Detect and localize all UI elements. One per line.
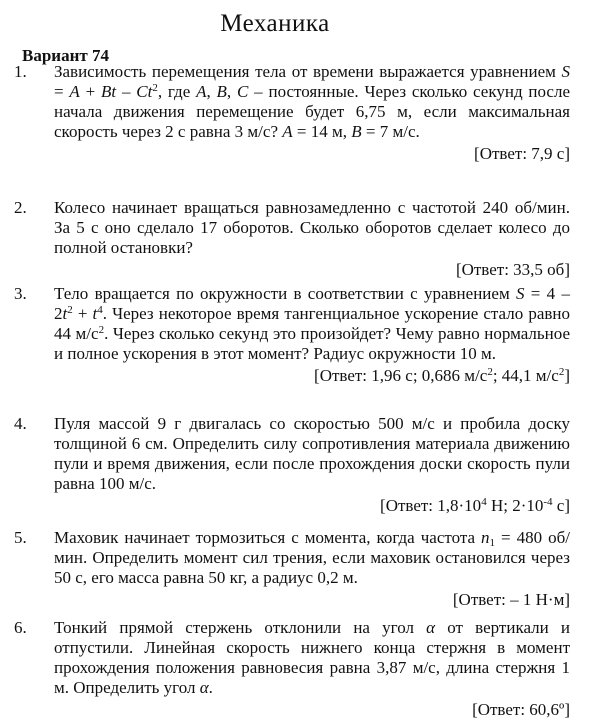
math-variable: α [199, 678, 209, 697]
text-fragment: с] [552, 496, 570, 515]
text-fragment: = 4 – 2 [54, 284, 570, 323]
math-variable: A [196, 82, 207, 101]
task-number: 6. [14, 618, 27, 637]
task-number: 1. [14, 62, 27, 81]
math-variable: Ct [136, 82, 153, 101]
text-fragment: от вертикали и отпустили. Линейная скорость нижнего конца стержня в момент прохождения положения равновесия равна 3,87 м/с, длина стержня 1 м. Определить угол [54, 618, 571, 697]
task-answer: [Ответ: 60,6º] [472, 700, 570, 719]
task-3 [14, 284, 570, 386]
task-answer [54, 496, 570, 516]
task-text [54, 62, 570, 164]
text-fragment: + [79, 82, 102, 101]
text-fragment: . [208, 678, 213, 697]
text-fragment: Пуля массой 9 г двигалась со скоростью 500 м/с и пробила доску толщиной 6 см. Определить силу сопротивления материала движению пули и время движения, если после прохождения доски скорость пули равна 100 м/с. [54, 414, 570, 493]
text-fragment: [Ответ: 1,96 с; 0,686 м/с [314, 366, 488, 385]
text-fragment: , [206, 82, 217, 101]
task-answer: [Ответ: 33,5 об] [455, 260, 570, 279]
task-text [54, 528, 570, 610]
text-fragment: Тело вращается по окружности в соответствии с уравнением [54, 284, 516, 303]
task-4 [14, 414, 570, 516]
task-number: 3. [14, 284, 27, 303]
text-fragment: – [116, 82, 137, 101]
exponent: 4 [97, 304, 103, 316]
math-variable: S [561, 62, 570, 81]
text-fragment: Тонкий прямой стержень отклонили на угол [54, 618, 427, 637]
text-fragment: ] [564, 366, 570, 385]
exponent: 4 [481, 496, 487, 508]
math-variable: t [62, 304, 68, 323]
task-number: 4. [14, 414, 27, 433]
text-fragment: – постоянные. Через сколько секунд после начала движения перемещение будет 6,75 м, если максимальная скорость через 2 с равна 3 м/с? [54, 82, 571, 141]
text-fragment: Колесо начинает вращаться равнозамедленно с частотой 240 об/мин. За 5 с оно сделало 17 оборотов. Сколько оборотов сделает колесо до полной остановки? [54, 198, 570, 257]
text-fragment: , где [157, 82, 197, 101]
text-fragment: = [54, 82, 70, 101]
task-text [54, 284, 570, 386]
math-variable: B [351, 122, 362, 141]
task-number: 2. [14, 198, 27, 217]
exponent: -4 [543, 496, 553, 508]
math-variable: C [237, 82, 249, 101]
exponent: 2 [152, 82, 158, 94]
exponent: 2 [558, 366, 565, 378]
task-text [54, 198, 570, 280]
variant-heading: Вариант 74 [22, 46, 109, 65]
task-text [54, 414, 570, 516]
text-fragment: Маховик начинает тормозиться с момента, когда частота [54, 528, 482, 547]
math-variable: n [481, 528, 490, 547]
math-variable: A [69, 82, 80, 101]
exponent: 2 [487, 366, 493, 378]
text-fragment: + [72, 304, 93, 323]
task-answer [54, 366, 570, 386]
task-answer: [Ответ: – 1 Н·м] [452, 590, 570, 609]
task-2 [14, 198, 570, 280]
text-fragment: . Через сколько секунд это произойдет? Чему равно нормальное и полное ускорения в этот момент? Радиус окружности 10 м. [54, 324, 571, 363]
task-text [54, 618, 570, 720]
text-fragment: . Через некоторое время тангенциальное ускорение стало равно 44 м/с [54, 304, 570, 343]
text-fragment: Н; 2·10 [486, 496, 544, 515]
math-variable: α [426, 618, 436, 637]
task-1 [14, 62, 570, 164]
text-fragment: = 480 об/мин. Определить момент сил трения, если маховик остановился через 50 с, его масса равна 50 кг, а радиус 0,2 м. [54, 528, 570, 587]
math-variable: t [92, 304, 98, 323]
subscript: 1 [489, 537, 496, 549]
task-6 [14, 618, 570, 720]
text-fragment: = 7 м/с. [361, 122, 420, 141]
math-variable: Bt [101, 82, 117, 101]
text-fragment: , [226, 82, 237, 101]
text-fragment: ; 44,1 м/с [492, 366, 559, 385]
math-variable: S [516, 284, 525, 303]
page-title: Механика [220, 10, 330, 37]
math-variable: A [282, 122, 293, 141]
exponent: 2 [67, 304, 73, 316]
text-fragment: = 14 м, [292, 122, 352, 141]
text-fragment: [Ответ: 1,8·10 [380, 496, 482, 515]
text-fragment: Зависимость перемещения тела от времени выражается уравнением [54, 62, 562, 81]
exponent: 2 [98, 324, 105, 336]
task-number: 5. [14, 528, 27, 547]
task-5 [14, 528, 570, 610]
math-variable: B [216, 82, 227, 101]
task-answer: [Ответ: 7,9 с] [474, 144, 570, 163]
